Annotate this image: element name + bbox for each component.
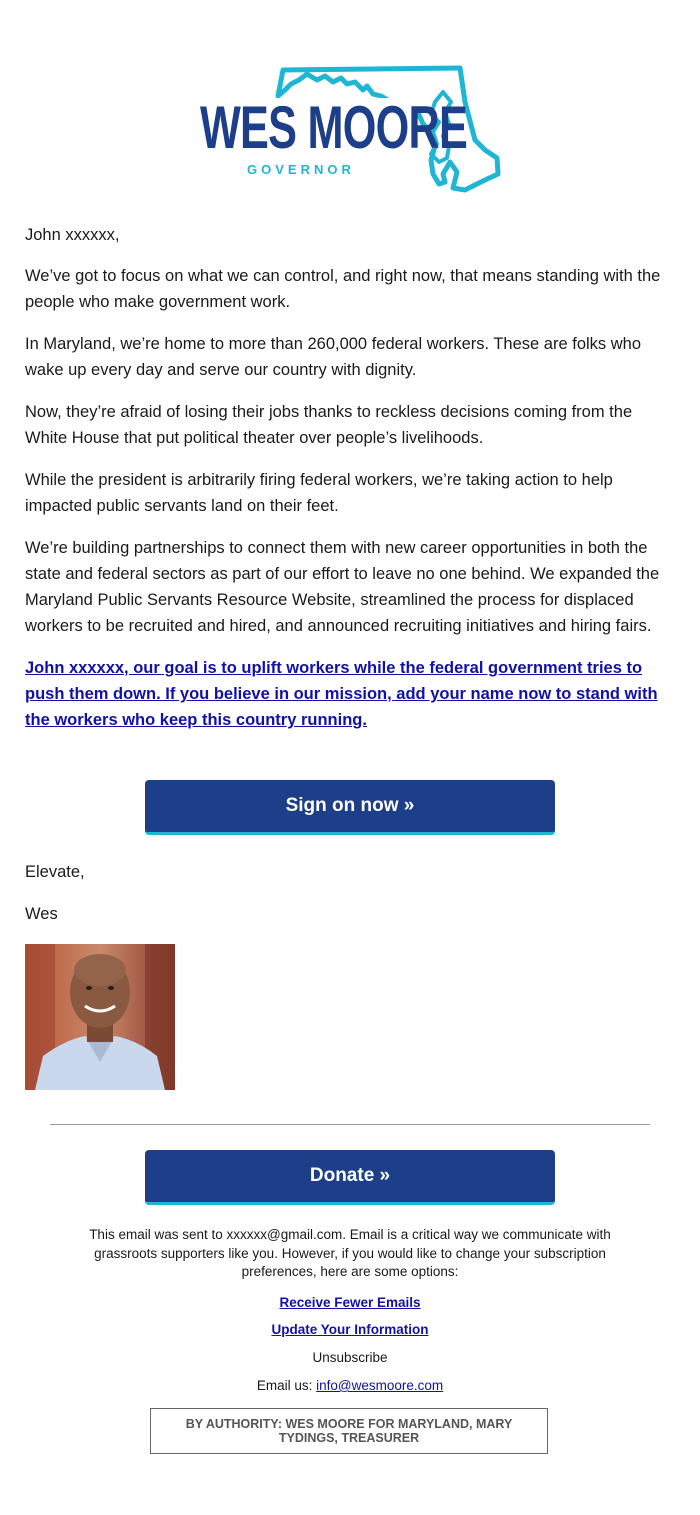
signature-name: Wes xyxy=(25,905,58,923)
paragraph-5: We’re building partnerships to connect them with new career opportunities in both the state and federal sectors as part of our effort to leave no one behind. We expanded the Maryland Public Servants Resource Website, streamlined the process for displaced workers to be recruited and hired, and announced recruiting initiatives and hiring fairs. xyxy=(25,539,660,635)
receive-fewer-emails-link[interactable]: Receive Fewer Emails xyxy=(279,1294,421,1310)
closing: Elevate, xyxy=(25,863,85,881)
paid-for-by-notice: BY AUTHORITY: WES MOORE FOR MARYLAND, MARY TYDINGS, TREASURER xyxy=(150,1408,548,1454)
logo-name: WES MOORE xyxy=(200,94,468,161)
update-information-link[interactable]: Update Your Information xyxy=(271,1322,429,1337)
email-address-link[interactable]: info@wesmoore.com xyxy=(316,1378,444,1393)
cta-link[interactable]: John xxxxxx, our goal is to uplift workers while the federal government tries to push them down. If you believe in our mission, add your name now to stand with the workers who keep this country running. xyxy=(25,659,658,729)
paragraph-3: Now, they’re afraid of losing their jobs thanks to reckless decisions coming from the White House that put political theater over people’s livelihoods. xyxy=(25,403,633,447)
sign-on-button[interactable]: Sign on now » xyxy=(145,780,555,835)
paragraph-4: While the president is arbitrarily firing federal workers, we’re taking action to help impacted public servants land on their feet. xyxy=(25,471,613,515)
person-portrait-icon xyxy=(25,944,175,1090)
unsubscribe-link[interactable]: Unsubscribe xyxy=(312,1349,388,1365)
campaign-logo xyxy=(195,62,505,197)
paragraph-2: In Maryland, we’re home to more than 260,000 federal workers. These are folks who wake up every day and serve our country with dignity. xyxy=(25,335,642,379)
portrait-photo xyxy=(25,944,175,1090)
donate-button[interactable]: Donate » xyxy=(145,1150,555,1205)
footer-notice: This email was sent to xxxxxx@gmail.com. Email is a critical way we communicate with grassroots supporters like you. However, if you would like to change your subscription preferences, here are some options: xyxy=(89,1227,611,1279)
footer xyxy=(70,1226,630,1396)
email-us-label: Email us: xyxy=(256,1378,313,1393)
salutation: John xxxxxx, xyxy=(25,226,120,244)
paragraph-1: We’ve got to focus on what we can control, and right now, that means standing with the people who make government work. xyxy=(25,267,661,311)
logo-subtitle: GOVERNOR xyxy=(247,162,355,177)
email-body xyxy=(25,222,673,733)
divider xyxy=(50,1124,650,1125)
